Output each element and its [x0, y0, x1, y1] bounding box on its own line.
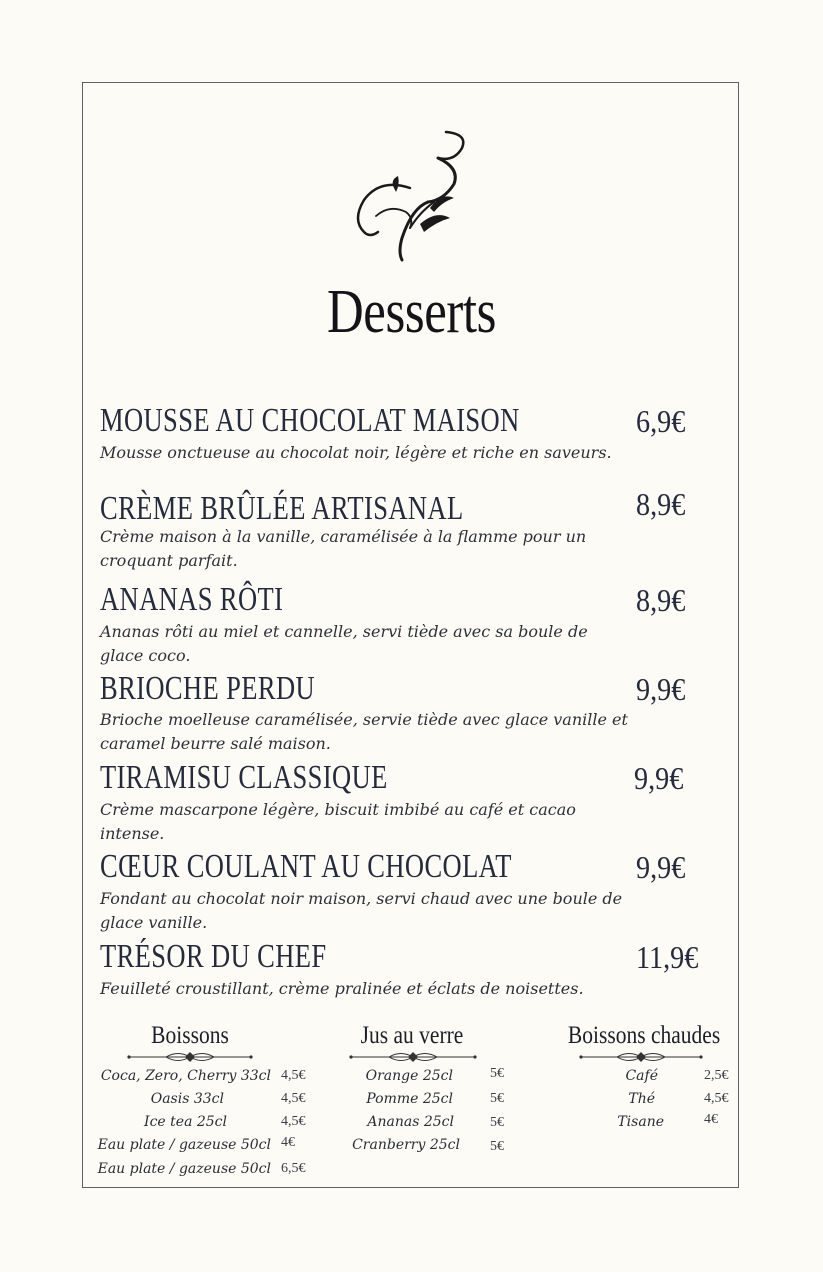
beverage-section-title: Jus au verre — [360, 1022, 464, 1049]
dessert-description: Fondant au chocolat noir maison, servi chaud avec une boule de glace vanille. — [100, 889, 623, 932]
dessert-description: Crème mascarpone légère, biscuit imbibé au café et cacao intense. — [100, 800, 576, 843]
beverage-name: Thé — [628, 1091, 655, 1107]
beverage-price: 4€ — [704, 1112, 718, 1127]
ornamental-divider-icon — [126, 1049, 254, 1065]
beverage-name: Tisane — [617, 1114, 664, 1130]
beverage-price: 4,5€ — [281, 1091, 306, 1106]
dessert-description: Feuilleté croustillant, crème pralinée et éclats de noisettes. — [100, 979, 584, 998]
beverage-price: 5€ — [490, 1091, 504, 1106]
dessert-name: CŒUR COULANT AU CHOCOLAT — [100, 848, 512, 885]
beverage-price: 5€ — [490, 1139, 504, 1154]
beverage-section-title: Boissons chaudes — [567, 1022, 721, 1049]
beverage-name: Ice tea 25cl — [144, 1114, 227, 1130]
dessert-name: TRÉSOR DU CHEF — [100, 938, 327, 975]
beverage-price: 2,5€ — [704, 1068, 729, 1083]
beverage-name: Pomme 25cl — [366, 1091, 453, 1107]
dessert-name: BRIOCHE PERDU — [100, 670, 316, 707]
dessert-description: Mousse onctueuse au chocolat noir, légère et riche en saveurs. — [100, 443, 612, 462]
dessert-price: 9,9€ — [636, 671, 686, 707]
dessert-price: 8,9€ — [636, 486, 686, 522]
dessert-description: Crème maison à la vanille, caramélisée à la flamme pour un croquant parfait. — [100, 527, 587, 570]
beverage-name: Oasis 33cl — [150, 1091, 224, 1107]
calligraphic-flourish-logo — [350, 128, 474, 266]
beverage-price: 4,5€ — [704, 1091, 729, 1106]
dessert-price: 8,9€ — [636, 582, 686, 618]
dessert-price: 9,9€ — [636, 849, 686, 885]
beverage-section-title: Boissons — [151, 1022, 229, 1049]
dessert-name: MOUSSE AU CHOCOLAT MAISON — [100, 402, 520, 439]
dessert-name: TIRAMISU CLASSIQUE — [100, 759, 388, 796]
beverage-name: Ananas 25cl — [367, 1114, 454, 1130]
beverage-name: Coca, Zero, Cherry 33cl — [100, 1068, 271, 1084]
dessert-description: Ananas rôti au miel et cannelle, servi tiède avec sa boule de glace coco. — [100, 622, 588, 665]
dessert-price: 11,9€ — [636, 939, 699, 975]
page-title: Desserts — [327, 278, 496, 346]
ornamental-divider-icon — [578, 1049, 704, 1065]
beverage-price: 4,5€ — [281, 1114, 306, 1129]
beverage-price: 5€ — [490, 1115, 504, 1130]
ornamental-divider-icon — [348, 1049, 478, 1065]
beverage-price: 5€ — [490, 1066, 504, 1081]
dessert-price: 9,9€ — [634, 760, 684, 796]
dessert-description: Brioche moelleuse caramélisée, servie tiède avec glace vanille et caramel beurre salé maison. — [100, 710, 628, 753]
dessert-name: ANANAS RÔTI — [100, 581, 284, 618]
beverage-name: Orange 25cl — [365, 1068, 453, 1084]
dessert-name: CRÈME BRÛLÉE ARTISANAL — [100, 490, 464, 527]
beverage-name: Eau plate / gazeuse 50cl — [97, 1161, 271, 1177]
beverage-price: 4,5€ — [281, 1068, 306, 1083]
dessert-price: 6,9€ — [636, 403, 686, 439]
beverage-name: Eau plate / gazeuse 50cl — [97, 1137, 271, 1153]
beverage-name: Cranberry 25cl — [352, 1137, 460, 1153]
beverage-price: 4€ — [281, 1135, 295, 1150]
beverage-price: 6,5€ — [281, 1161, 306, 1176]
beverage-name: Café — [625, 1068, 658, 1084]
